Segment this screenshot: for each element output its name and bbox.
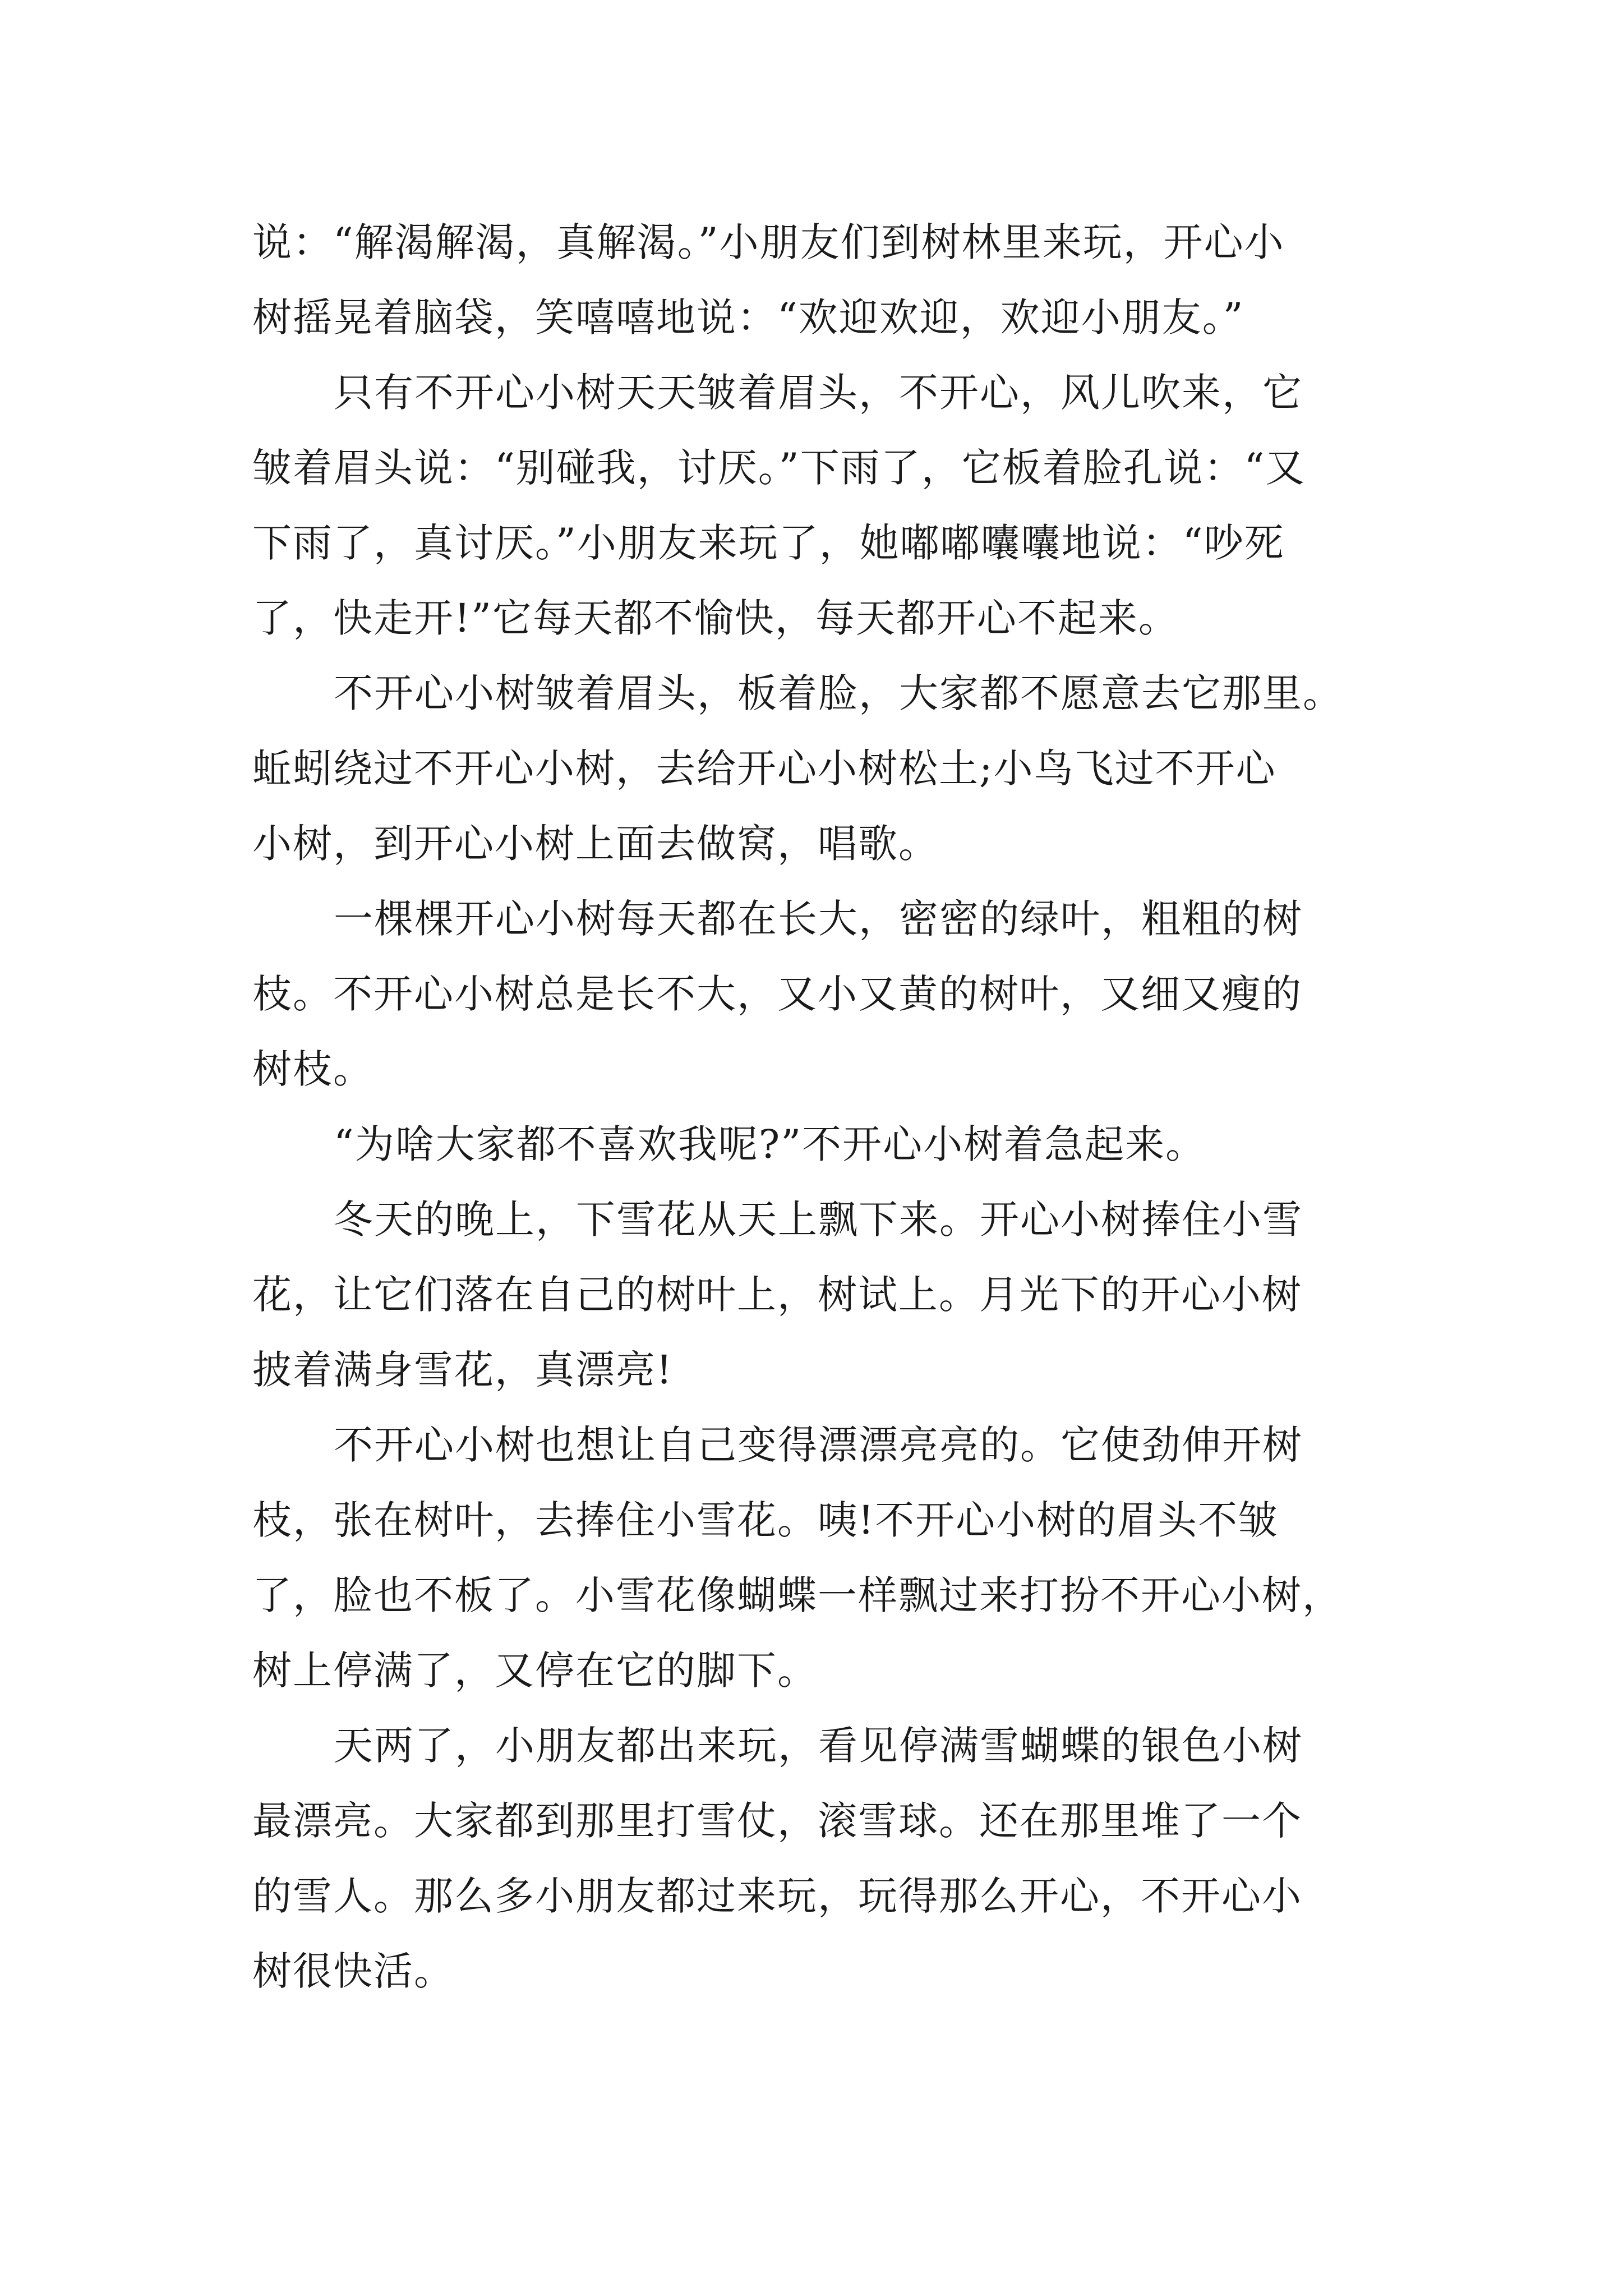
text-line: 披着满身雪花，真漂亮! xyxy=(252,1347,674,1393)
text-line: 了，脸也不板了。小雪花像蝴蝶一样飘过来打扮不开心小树， xyxy=(252,1572,1343,1618)
paragraph-start-line: 一棵棵开心小树每天都在长大，密密的绿叶，粗粗的树 xyxy=(334,896,1303,942)
text-line: 的雪人。那么多小朋友都过来玩，玩得那么开心，不开心小 xyxy=(252,1873,1302,1919)
paragraph-start-line: 不开心小树皱着眉头，板着脸，大家都不愿意去它那里。 xyxy=(334,670,1343,716)
text-line: 皱着眉头说：“别碰我，讨厌。”下雨了，它板着脸孔说：“又 xyxy=(252,445,1306,491)
text-line: 枝。不开心小树总是长不大，又小又黄的树叶，又细又瘦的 xyxy=(252,971,1302,1017)
story-text xyxy=(252,205,1385,2009)
paragraph-start-line: 只有不开心小树天天皱着眉头，不开心，风儿吹来，它 xyxy=(334,370,1303,416)
text-line: 说：“解渴解渴，真解渴。”小朋友们到树林里来玩，开心小 xyxy=(252,219,1285,265)
text-line: 了，快走开!”它每天都不愉快，每天都开心不起来。 xyxy=(252,595,1179,641)
paragraph-start-line: “为啥大家都不喜欢我呢?”不开心小树着急起来。 xyxy=(334,1121,1206,1167)
text-line: 枝，张在树叶，去捧住小雪花。咦!不开心小树的眉头不皱 xyxy=(252,1497,1279,1543)
text-line: 最漂亮。大家都到那里打雪仗，滚雪球。还在那里堆了一个 xyxy=(252,1798,1302,1844)
text-line: 小树，到开心小树上面去做窝，唱歌。 xyxy=(252,821,939,867)
paragraph-start-line: 天两了，小朋友都出来玩，看见停满雪蝴蝶的银色小树 xyxy=(334,1723,1303,1769)
text-line: 蚯蚓绕过不开心小树，去给开心小树松土;小鸟飞过不开心 xyxy=(252,746,1276,792)
text-line: 树枝。 xyxy=(252,1046,374,1092)
text-line: 树很快活。 xyxy=(252,1948,454,1994)
text-line: 树上停满了，又停在它的脚下。 xyxy=(252,1648,818,1694)
text-line: 树摇晃着脑袋，笑嘻嘻地说：“欢迎欢迎，欢迎小朋友。” xyxy=(252,295,1244,341)
paragraph-start-line: 不开心小树也想让自己变得漂漂亮亮的。它使劲伸开树 xyxy=(334,1422,1303,1468)
text-line: 花，让它们落在自己的树叶上，树试上。月光下的开心小树 xyxy=(252,1272,1302,1318)
paragraph-start-line: 冬天的晚上，下雪花从天上飘下来。开心小树捧住小雪 xyxy=(334,1197,1303,1243)
text-line: 下雨了，真讨厌。”小朋友来玩了，她嘟嘟囔囔地说：“吵死 xyxy=(252,520,1285,566)
